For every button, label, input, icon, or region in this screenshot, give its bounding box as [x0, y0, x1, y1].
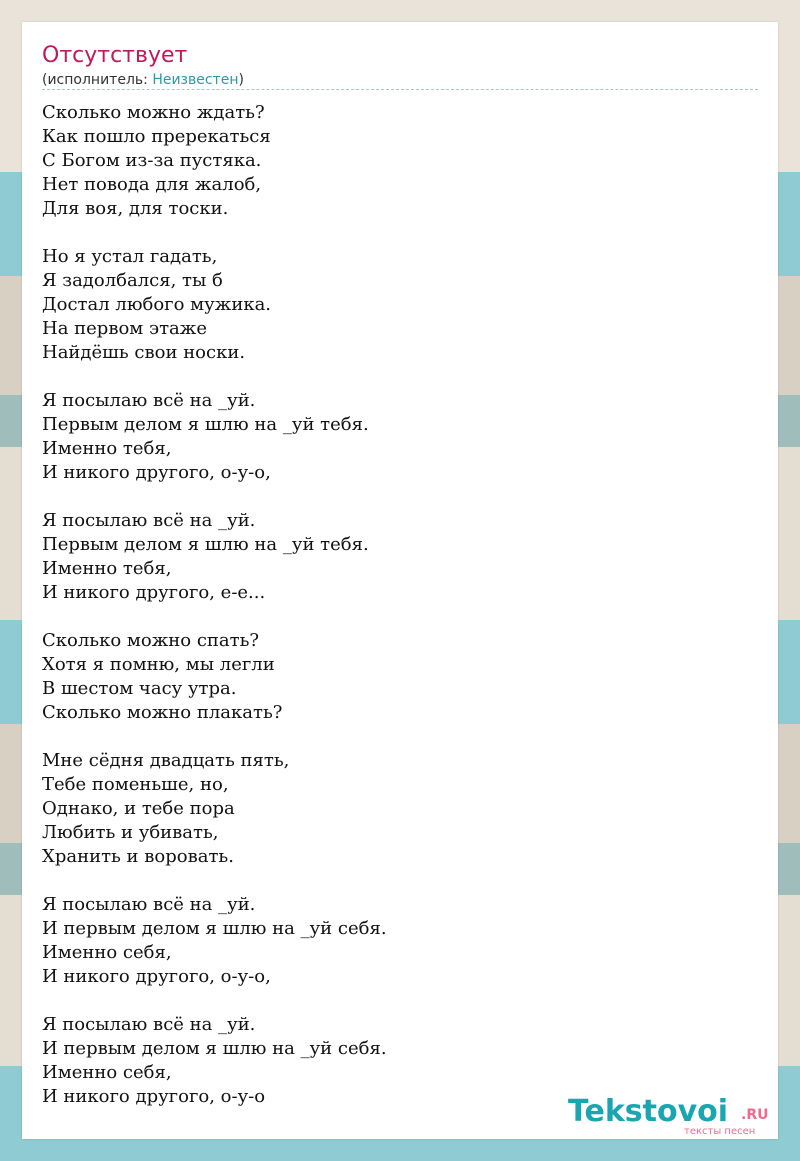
logo-tld: .RU [741, 1107, 769, 1123]
lyric-line: Первым делом я шлю на _уй тебя. [42, 414, 369, 435]
lyric-line: Первым делом я шлю на _уй тебя. [42, 534, 369, 555]
lyric-line: Найдёшь свои носки. [42, 342, 246, 363]
lyrics-card [22, 22, 778, 1139]
lyric-line: И никого другого, о-у-о, [42, 966, 271, 987]
lyric-line: Хранить и воровать. [42, 846, 234, 867]
site-logo[interactable] [568, 1094, 778, 1138]
artist-line [42, 71, 244, 89]
lyric-line: С Богом из-за пустяка. [42, 150, 262, 171]
lyric-line: Тебе поменьше, но, [42, 774, 229, 795]
logo-wordmark: Tekstovoi [568, 1094, 729, 1129]
stanza-break [42, 221, 758, 245]
lyric-line: Нет повода для жалоб, [42, 174, 262, 195]
lyric-line: И никого другого, о-у-о, [42, 462, 271, 483]
song-title: Отсутствует [42, 43, 188, 68]
lyric-line: И первым делом я шлю на _уй себя. [42, 918, 387, 939]
lyric-line: На первом этаже [42, 318, 207, 339]
lyric-line: Мне сёдня двадцать пять, [42, 750, 290, 771]
artist-link[interactable]: Неизвестен [152, 72, 239, 88]
stanza-break [42, 365, 758, 389]
header-divider [42, 89, 758, 90]
lyric-line: И никого другого, о-у-о [42, 1086, 266, 1107]
lyric-line: И первым делом я шлю на _уй себя. [42, 1038, 387, 1059]
lyric-line: Сколько можно спать? [42, 630, 260, 651]
lyrics-text [42, 101, 758, 1109]
lyric-line: Сколько можно плакать? [42, 702, 283, 723]
lyric-line: И никого другого, е-е... [42, 582, 266, 603]
stanza-break [42, 869, 758, 893]
lyric-line: Именно себя, [42, 942, 172, 963]
lyric-line: Хотя я помню, мы легли [42, 654, 275, 675]
lyric-line: Достал любого мужика. [42, 294, 272, 315]
logo-tagline: тексты песен [684, 1126, 756, 1137]
lyric-line: Но я устал гадать, [42, 246, 218, 267]
stanza-break [42, 485, 758, 509]
lyric-line: Сколько можно ждать? [42, 102, 265, 123]
lyric-line: Однако, и тебе пора [42, 798, 235, 819]
stanza-break [42, 725, 758, 749]
lyric-line: Именно тебя, [42, 438, 172, 459]
lyric-line: Я задолбался, ты б [42, 270, 223, 291]
lyric-line: Именно себя, [42, 1062, 172, 1083]
lyric-line: Я посылаю всё на _уй. [42, 390, 256, 411]
lyric-line: Для воя, для тоски. [42, 198, 229, 219]
lyric-line: В шестом часу утра. [42, 678, 237, 699]
lyric-line: Я посылаю всё на _уй. [42, 894, 256, 915]
lyric-line: Любить и убивать, [42, 822, 219, 843]
lyric-line: Я посылаю всё на _уй. [42, 510, 256, 531]
artist-prefix: (исполнитель: [42, 72, 153, 88]
lyric-line: Как пошло пререкаться [42, 126, 271, 147]
artist-suffix: ) [238, 72, 244, 88]
lyric-line: Именно тебя, [42, 558, 172, 579]
stanza-break [42, 989, 758, 1013]
lyric-line: Я посылаю всё на _уй. [42, 1014, 256, 1035]
stanza-break [42, 605, 758, 629]
